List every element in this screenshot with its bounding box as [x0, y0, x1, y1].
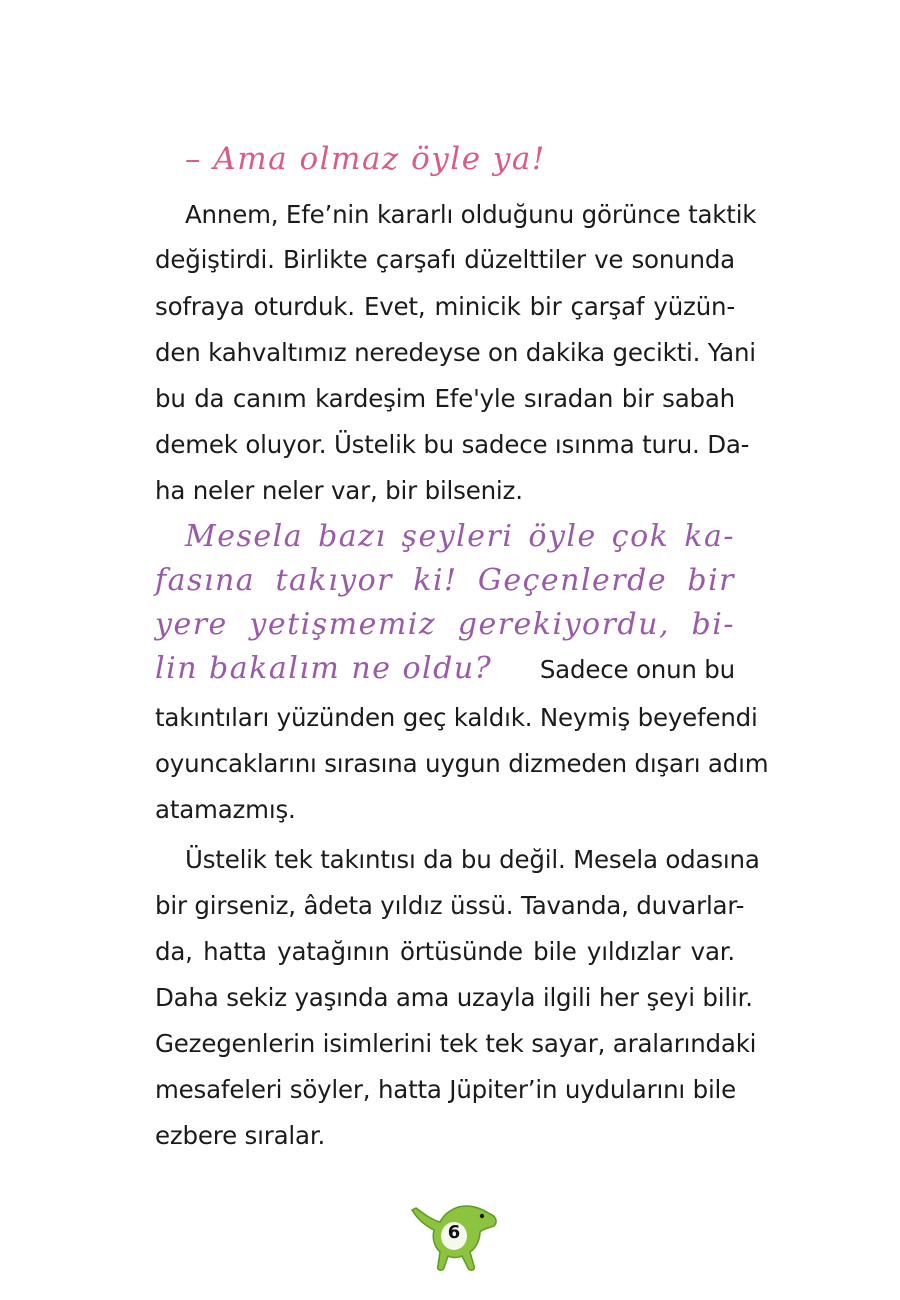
highlight-line-3: yere yetişmemiz gerekiyordu, bi- [155, 607, 735, 642]
paragraph-3-line-6: mesafeleri söyler, hatta Jüpiter’in uydularını bile [155, 1075, 737, 1104]
dialogue-line: – Ama olmaz öyle ya! [185, 141, 546, 177]
paragraph-1-line-5: bu da canım kardeşim Efe'yle sıradan bir sabah [155, 384, 735, 413]
paragraph-2-start: Sadece onun bu [539, 655, 735, 684]
paragraph-2-line-2: oyuncaklarını sırasına uygun dizmeden dışarı adım [155, 749, 769, 778]
paragraph-1-line-7: ha neler neler var, bir bilseniz. [155, 476, 523, 505]
paragraph-1-line-2: değiştirdi. Birlikte çarşafı düzelttiler ve sonunda [155, 245, 735, 274]
paragraph-1-line-1: Annem, Efe’nin kararlı olduğunu görünce taktik [185, 200, 757, 229]
highlight-question: lin bakalım ne oldu? [155, 651, 493, 686]
paragraph-3-line-5: Gezegenlerin isimlerini tek tek sayar, aralarındaki [155, 1029, 757, 1058]
highlight-line-1: Mesela bazı şeyleri öyle çok ka- [185, 519, 735, 554]
paragraph-1-line-3: sofraya oturduk. Evet, minicik bir çarşaf yüzün- [155, 292, 735, 321]
paragraph-3-line-7: ezbere sıralar. [155, 1121, 326, 1150]
highlight-line-4 [155, 651, 735, 686]
paragraph-2-line-1: takıntıları yüzünden geç kaldık. Neymiş beyefendi [155, 703, 758, 732]
paragraph-3-line-2: bir girseniz, âdeta yıldız üssü. Tavanda, duvarlar- [155, 891, 745, 920]
paragraph-1-line-4: den kahvaltımız neredeyse on dakika gecikti. Yani [155, 338, 756, 367]
paragraph-3-line-1: Üstelik tek takıntısı da bu değil. Mesela odasına [185, 845, 760, 874]
highlight-line-2: fasına takıyor ki! Geçenlerde bir [155, 563, 735, 598]
page-number: 6 [447, 1222, 461, 1243]
paragraph-1-line-6: demek oluyor. Üstelik bu sadece ısınma turu. Da- [155, 430, 750, 459]
paragraph-3-line-3: da, hatta yatağının örtüsünde bile yıldızlar var. [155, 937, 735, 966]
paragraph-2-line-3: atamazmış. [155, 795, 296, 824]
paragraph-3-line-4: Daha sekiz yaşında ama uzayla ilgili her şeyi bilir. [155, 983, 753, 1012]
